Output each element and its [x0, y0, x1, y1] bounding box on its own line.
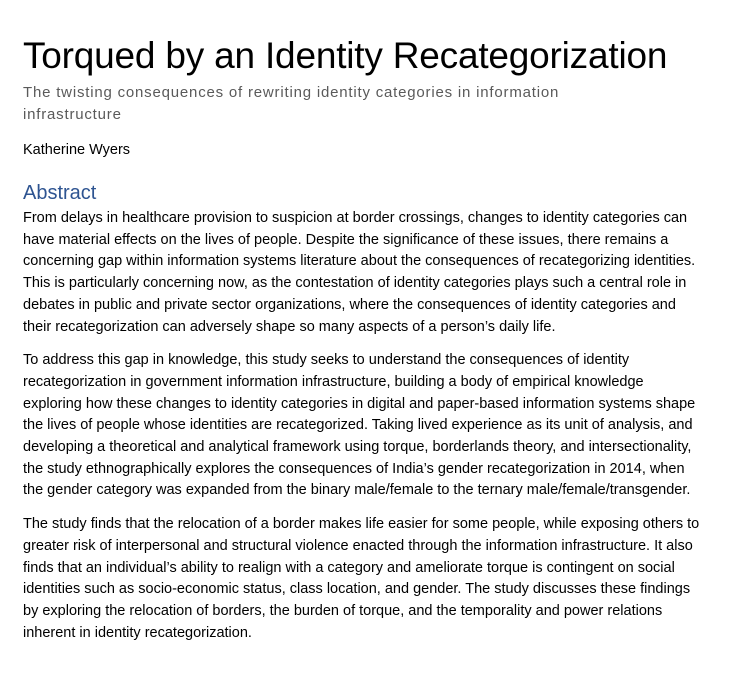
document-subtitle: The twisting consequences of rewriting identity categories in information infrastructure — [23, 84, 560, 123]
document-title: Torqued by an Identity Recategorization — [23, 35, 668, 76]
abstract-paragraph: From delays in healthcare provision to suspicion at border crossings, changes to identity categories can have material effects on the lives of people. Despite the significance of these issues, there remains a concerning gap within information systems literature about the consequences of recategorizing identities. This is particularly concerning now, as the contestation of identity categories plays such a central role in debates in public and private sector organizations, where the consequences of identity categories and their recategorization can adversely shape so many aspects of a person’s daily life. — [23, 210, 696, 335]
abstract-paragraph: The study finds that the relocation of a border makes life easier for some people, while exposing others to greater risk of interpersonal and structural violence enacted through the information infrastructure. It also finds that an individual’s ability to realign with a category and ameliorate torque is contingent on social identities such as socio-economic status, class location, and gender. The study discusses these findings by exploring the relocation of borders, the burden of torque, and the temporality and power relations inherent in identity recategorization. — [23, 516, 700, 641]
document-page — [23, 34, 723, 644]
author-name: Katherine Wyers — [23, 142, 131, 158]
abstract-heading: Abstract — [23, 182, 97, 204]
abstract-paragraph: To address this gap in knowledge, this study seeks to understand the consequences of identity recategorization in government information infrastructure, building a body of empirical knowledge exploring how these changes to identity categories in digital and paper-based information systems shape the lives of people whose identities are recategorized. Taking lived experience as its unit of analysis, and developing a theoretical and analytical framework using torque, borderlands theory, and intersectionality, the study ethnographically explores the consequences of India’s gender recategorization in 2014, when the gender category was expanded from the binary male/female to the ternary male/female/transgender. — [23, 352, 696, 499]
